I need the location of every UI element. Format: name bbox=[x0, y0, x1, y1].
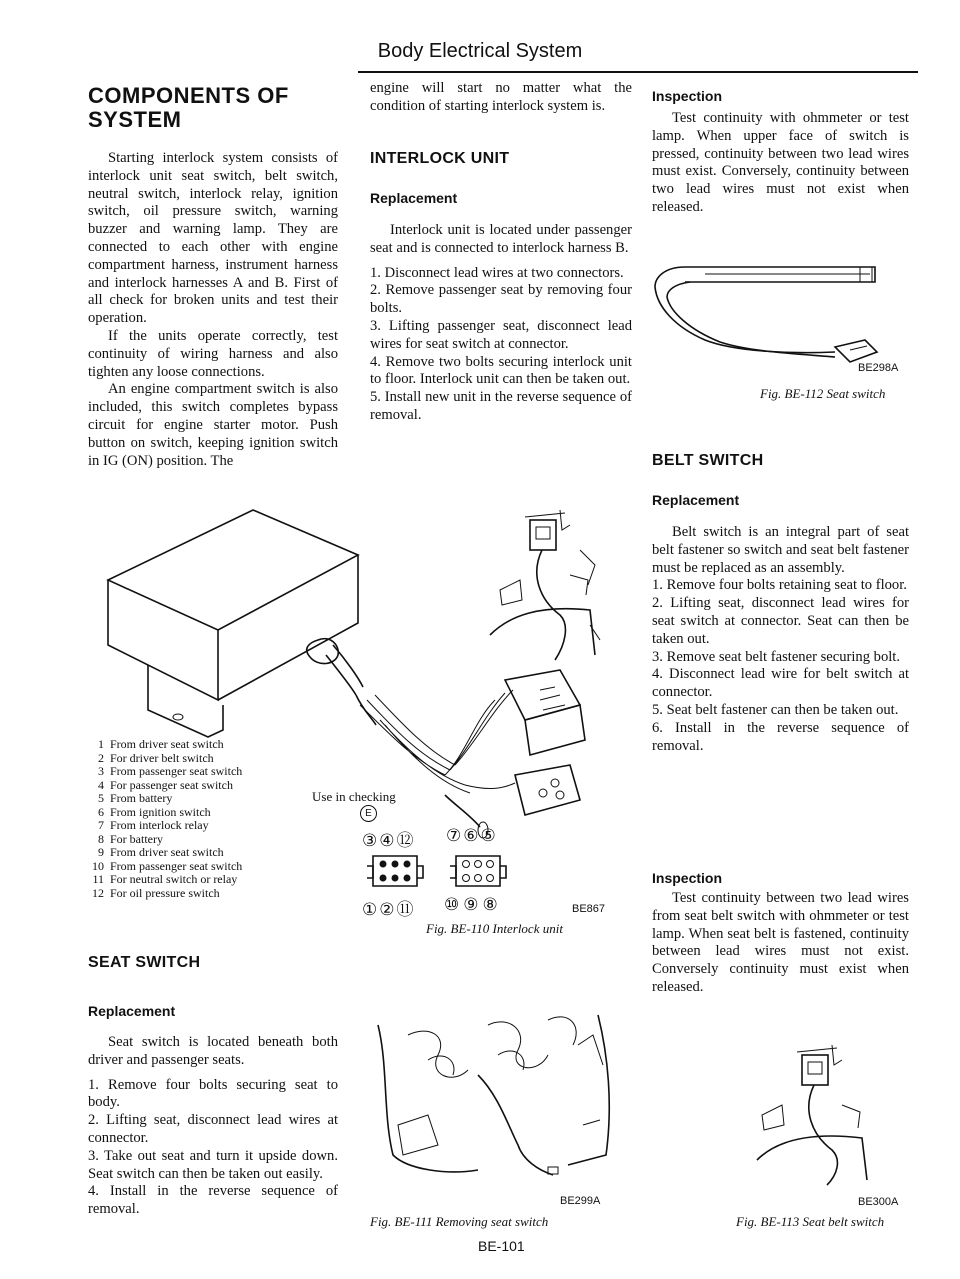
figure-code-be867: BE867 bbox=[572, 903, 606, 915]
connectors-illustration bbox=[355, 665, 605, 850]
step: 1. Remove four bolts securing seat to body. bbox=[88, 1076, 338, 1111]
figure-caption-be111: Fig. BE-111 Removing seat switch bbox=[370, 1214, 549, 1229]
page-header: Body Electrical System bbox=[377, 40, 583, 62]
legend-item: 12 For oil pressure switch bbox=[92, 885, 220, 900]
step: 1. Remove four bolts retaining seat to floor. bbox=[652, 577, 907, 594]
use-in-checking-label: Use in checking bbox=[312, 789, 396, 804]
figure-code-be300a: BE300A bbox=[858, 1196, 899, 1208]
interlock-unit-illustration bbox=[88, 505, 378, 740]
paragraph: Starting interlock system consists of interlock unit seat switch, belt switch, neutral switch, interlock relay, ignition switch, oil pressure switch, warning buzzer and warning lamp. They are connected to each other with engine compartment harness, instrument harness and interlock harnesses A and B. First of all check for broken units and test their operation. bbox=[88, 150, 338, 327]
connector-pin-diagram-right bbox=[448, 848, 508, 893]
paragraph: Test continuity between two lead wires from seat belt switch with ohmmeter or test lamp. When seat belt is fastened, continuity between lead wires must not exist. Conversely continuity must exist when released. bbox=[652, 890, 909, 995]
subheading-replacement: Replacement bbox=[370, 190, 458, 206]
legend-item: 11 For neutral switch or relay bbox=[92, 872, 238, 886]
seat-switch-illustration bbox=[645, 262, 905, 372]
figure-code-be298a: BE298A bbox=[858, 362, 899, 374]
pin-labels-left-top: ③④⑫ bbox=[362, 831, 416, 850]
subheading-inspection: Inspection bbox=[652, 870, 723, 886]
step: 4. Disconnect lead wire for belt switch at connector. bbox=[652, 666, 909, 701]
figure-caption-be110: Fig. BE-110 Interlock unit bbox=[426, 921, 563, 936]
step: 2. Lifting seat, disconnect lead wires for seat switch at connector. Seat can then be taken out. bbox=[652, 595, 909, 647]
step: 6. Install in the reverse sequence of removal. bbox=[652, 719, 909, 754]
legend-item: 7 From interlock relay bbox=[98, 818, 209, 832]
removing-seat-switch-illustration bbox=[368, 1005, 628, 1180]
legend-item: 1 From driver seat switch bbox=[98, 737, 224, 751]
paragraph: An engine compartment switch is also included, this switch completes bypass circuit for engine starter motor. Push button on switch, keeping ignition switch in IG (ON) position. The bbox=[88, 381, 338, 469]
interlock-unit-mount-illustration bbox=[470, 505, 615, 670]
paragraph: Interlock unit is located under passenger seat and is connected to interlock harness B. bbox=[370, 222, 632, 256]
legend-item: 9 From driver seat switch bbox=[98, 845, 224, 859]
connector-pin-diagram-left bbox=[365, 848, 425, 893]
legend-item: 2 For driver belt switch bbox=[98, 750, 214, 765]
step: 1. Disconnect lead wires at two connectors. bbox=[370, 264, 624, 281]
step: 2. Remove passenger seat by removing four bolts. bbox=[370, 282, 632, 317]
section-heading-seat-switch: SEAT SWITCH bbox=[88, 954, 201, 971]
pin-labels-left-bottom: ①②⑪ bbox=[362, 900, 416, 919]
e-terminal-label: E bbox=[360, 805, 377, 822]
figure-caption-be113: Fig. BE-113 Seat belt switch bbox=[736, 1214, 885, 1229]
paragraph: If the units operate correctly, test continuity of wiring harness and also tighten any loose connections. bbox=[88, 327, 338, 380]
paragraph: Test continuity with ohmmeter or test lamp. When upper face of switch is pressed, continuity between two lead wires must exist. Conversely, continuity between two lead wires must not exist when released. bbox=[652, 110, 909, 215]
section-heading-interlock-unit: INTERLOCK UNIT bbox=[370, 150, 510, 167]
belt-switch-text bbox=[652, 524, 909, 755]
paragraph: Belt switch is an integral part of seat belt fastener so switch and seat belt fastener must be replaced as an assembly. bbox=[652, 524, 909, 576]
step: 3. Remove seat belt fastener securing bolt. bbox=[652, 648, 901, 665]
subheading-replacement: Replacement bbox=[652, 492, 740, 508]
legend-item: 6 From ignition switch bbox=[98, 804, 211, 819]
seat-belt-switch-illustration bbox=[742, 1040, 887, 1190]
interlock-unit-text bbox=[370, 222, 632, 425]
subheading-replacement: Replacement bbox=[88, 1003, 176, 1019]
pin-labels-right-bottom: ⑩⑨⑧ bbox=[444, 895, 502, 914]
legend-item: 4 For passenger seat switch bbox=[98, 777, 233, 792]
section-heading-belt-switch: BELT SWITCH bbox=[652, 452, 764, 469]
figure-caption-be112: Fig. BE-112 Seat switch bbox=[760, 386, 886, 401]
step: 5. Seat belt fastener can then be taken out. bbox=[652, 701, 899, 718]
interlock-unit-legend bbox=[88, 738, 358, 900]
paragraph: Seat switch is located beneath both driver and passenger seats. bbox=[88, 1034, 338, 1068]
legend-item: 3 From passenger seat switch bbox=[98, 764, 243, 778]
step: 4. Install in the reverse sequence of removal. bbox=[88, 1183, 338, 1218]
section-title-components: COMPONENTS OF SYSTEM bbox=[88, 83, 289, 132]
continuation-text: engine will start no matter what the condition of starting interlock system is. bbox=[370, 80, 632, 114]
legend-item: 10 From passenger seat switch bbox=[92, 858, 243, 873]
components-text bbox=[88, 150, 338, 470]
step: 3. Lifting passenger seat, disconnect lead wires for seat switch at connector. bbox=[370, 317, 632, 352]
legend-item: 8 For battery bbox=[98, 831, 163, 846]
inspection-text bbox=[652, 110, 909, 217]
header-rule bbox=[358, 71, 918, 73]
seat-switch-text bbox=[88, 1034, 338, 1219]
subheading-inspection: Inspection bbox=[652, 88, 723, 104]
step: 2. Lifting seat, disconnect lead wires at connector. bbox=[88, 1112, 338, 1146]
step: 5. Install new unit in the reverse sequence of removal. bbox=[370, 389, 632, 423]
legend-item: 5 From battery bbox=[98, 791, 173, 805]
pin-labels-right-top: ⑦⑥⑤ bbox=[446, 826, 498, 845]
step: 3. Take out seat and turn it upside down. Seat switch can then be taken out easily. bbox=[88, 1147, 338, 1182]
page-number: BE-101 bbox=[478, 1238, 525, 1254]
inspection-belt-text bbox=[652, 890, 909, 997]
step: 4. Remove two bolts securing interlock unit to floor. Interlock unit can then be taken out. bbox=[370, 353, 632, 388]
figure-code-be299a: BE299A bbox=[560, 1195, 601, 1207]
